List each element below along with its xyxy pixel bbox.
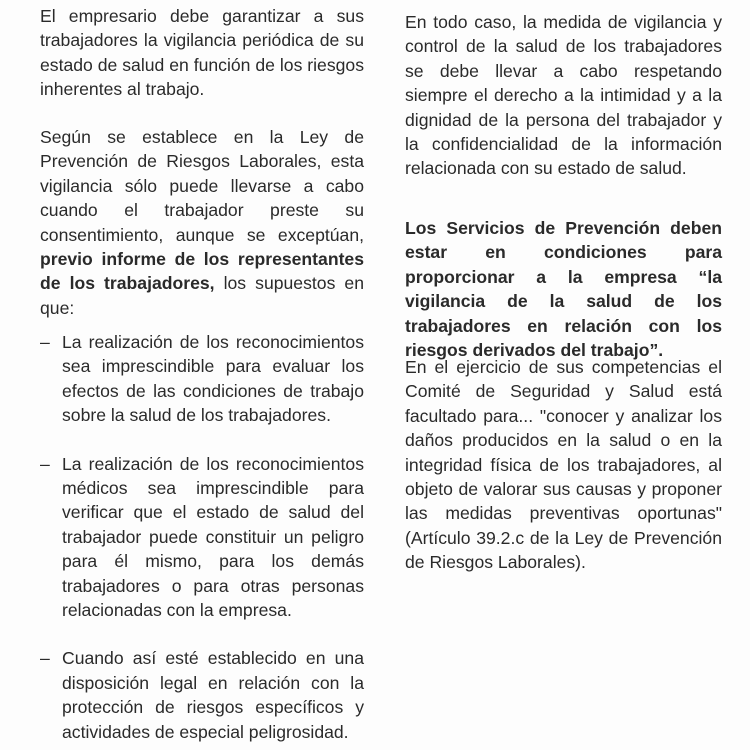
paragraph-ley-end: los supuestos en que: — [40, 273, 364, 318]
dash-bullet: – — [40, 453, 50, 474]
paragraph-intimidad: En todo caso, la medida de vigilancia y control de la salud de los trabajadores se debe llevar a cabo respetando siempre el derecho a la intimidad y a la dignidad de la persona del trabajador y la confidencialidad de la información relacionada con su estado de salud. — [405, 12, 722, 179]
list-item-text: La realización de los reconocimientos sea imprescindible para evaluar los efectos de las condiciones de trabajo sobre la salud de los trabajadores. — [62, 332, 364, 426]
list-item — [40, 330, 364, 428]
paragraph-ley-text: Según se establece en la Ley de Prevención de Riesgos Laborales, esta vigilancia sólo puede llevarse a cabo cuando el trabajador preste su consentimiento, aunque se exceptúan, — [40, 127, 364, 245]
paragraph-vigilancia-periodica: El empresario debe garantizar a sus trabajadores la vigilancia periódica de su estado de salud en función de los riesgos inherentes al trabajo. — [40, 6, 364, 100]
paragraph-servicios-prevencion: Los Servicios de Prevención deben estar en condiciones para proporcionar a la empresa “la vigilancia de la salud de los trabajadores en relación con los riesgos derivados del trabajo”. — [405, 218, 722, 361]
list-item — [40, 452, 364, 623]
paragraph-ley-bold: previo informe de los representantes de los trabajadores, — [40, 249, 364, 294]
paragraph-ley-prevencion — [40, 125, 364, 320]
paragraph-comite-seguridad: En el ejercicio de sus competencias el Comité de Seguridad y Salud está facultado para... "conocer y analizar los daños producidos en la salud o en la integridad física de los trabajadores, al objeto de valorar sus causas y proponer las medidas preventivas oportunas" (Artículo 39.2.c de la Ley de Prevención de Riesgos Laborales). — [405, 357, 722, 573]
dash-bullet: – — [40, 648, 50, 669]
dash-bullet: – — [40, 332, 50, 352]
exceptions-list — [40, 330, 364, 744]
list-item-text: La realización de los reconocimientos médicos sea imprescindible para verificar que el estado de salud del trabajador puede constituir un peligro para él mismo, para los demás trabajadores o para otras personas relacionadas con la empresa. — [62, 453, 364, 621]
list-item — [40, 646, 364, 744]
list-item-text: Cuando así esté establecido en una disposición legal en relación con la protección de riesgos específicos y actividades de especial peligrosidad. — [62, 648, 364, 742]
